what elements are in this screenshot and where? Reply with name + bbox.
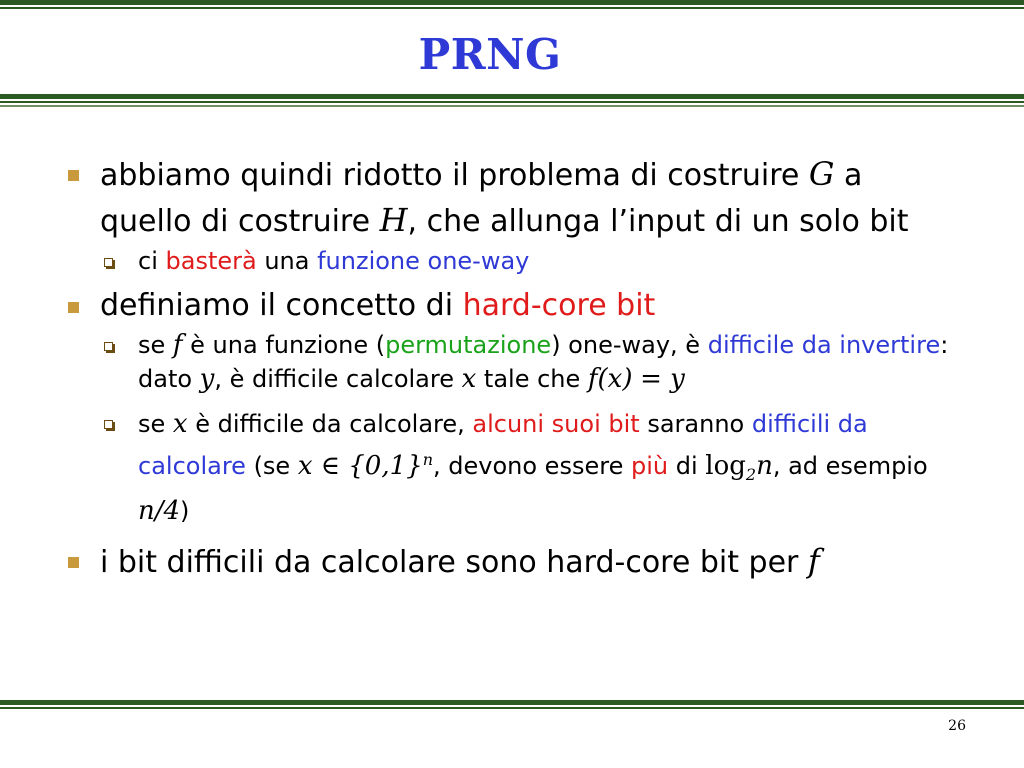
sub-bullet-1-1 xyxy=(60,244,960,278)
math-y: y xyxy=(199,364,215,394)
math-superscript: n xyxy=(422,450,434,469)
text: saranno xyxy=(639,410,752,438)
text: : dato xyxy=(138,331,949,393)
text: una xyxy=(256,247,318,275)
text: , che allunga l’input di un solo bit xyxy=(407,204,909,239)
bullet-3 xyxy=(60,539,960,585)
text: ) one-way, è xyxy=(551,331,708,359)
hollow-square-icon xyxy=(104,342,113,351)
text: definiamo il concetto di xyxy=(100,288,463,323)
text: abbiamo quindi ridotto il problema di costruire xyxy=(100,158,809,193)
text: di xyxy=(668,452,706,480)
bullet-2 xyxy=(60,284,960,328)
slide-body xyxy=(60,152,960,585)
text: , devono essere xyxy=(433,452,631,480)
hollow-square-icon xyxy=(104,420,113,429)
hollow-square-icon xyxy=(104,258,113,267)
highlight-red: più xyxy=(630,452,669,480)
math-n4: n/4 xyxy=(138,495,181,526)
title-divider xyxy=(0,94,1024,107)
text: (se xyxy=(245,452,298,480)
sub-bullet-2-2 xyxy=(60,406,960,529)
bullet-square-icon xyxy=(68,557,79,568)
text: se xyxy=(138,331,173,359)
highlight-green: permutazione xyxy=(385,331,552,359)
math-f: f xyxy=(807,541,820,580)
math-set: x ∈ {0,1} xyxy=(297,451,423,481)
page-number: 26 xyxy=(948,718,966,734)
math-x: x xyxy=(172,409,188,439)
text: è una funzione ( xyxy=(182,331,386,359)
math-subscript: 2 xyxy=(745,464,757,484)
text: se xyxy=(138,410,173,438)
bullet-1 xyxy=(60,152,960,244)
top-border xyxy=(0,0,1024,9)
bottom-divider xyxy=(0,700,1024,709)
math-n: n xyxy=(756,451,773,481)
highlight-blue: difficile da invertire xyxy=(707,331,941,359)
highlight-red: basterà xyxy=(165,247,257,275)
text: è difficile da calcolare, xyxy=(187,410,473,438)
math-f: f xyxy=(172,330,183,360)
text: , è difficile calcolare xyxy=(214,365,462,393)
highlight-blue: funzione one-way xyxy=(317,247,530,275)
highlight-blue: difficili da calcolare xyxy=(138,410,868,480)
bullet-square-icon xyxy=(68,302,79,313)
text: tale che xyxy=(476,365,588,393)
math-h: H xyxy=(379,201,408,239)
math-x: x xyxy=(461,364,477,394)
slide-title: PRNG xyxy=(418,30,562,79)
math-log: log xyxy=(705,451,746,481)
bullet-square-icon xyxy=(68,170,79,181)
text: ) xyxy=(180,496,190,525)
sub-bullet-2-1 xyxy=(60,328,960,396)
math-eq-y: = y xyxy=(640,364,685,394)
text: , ad esempio xyxy=(772,452,928,480)
math-g: G xyxy=(808,155,835,193)
text: a quello di costruire xyxy=(100,158,863,239)
math-fx: f(x) xyxy=(587,364,633,394)
highlight-red: alcuni suoi bit xyxy=(472,410,640,438)
text: i bit difficili da calcolare sono hard-core bit per xyxy=(100,544,808,580)
text: ci xyxy=(138,247,166,275)
highlight-red: hard-core bit xyxy=(462,288,656,323)
